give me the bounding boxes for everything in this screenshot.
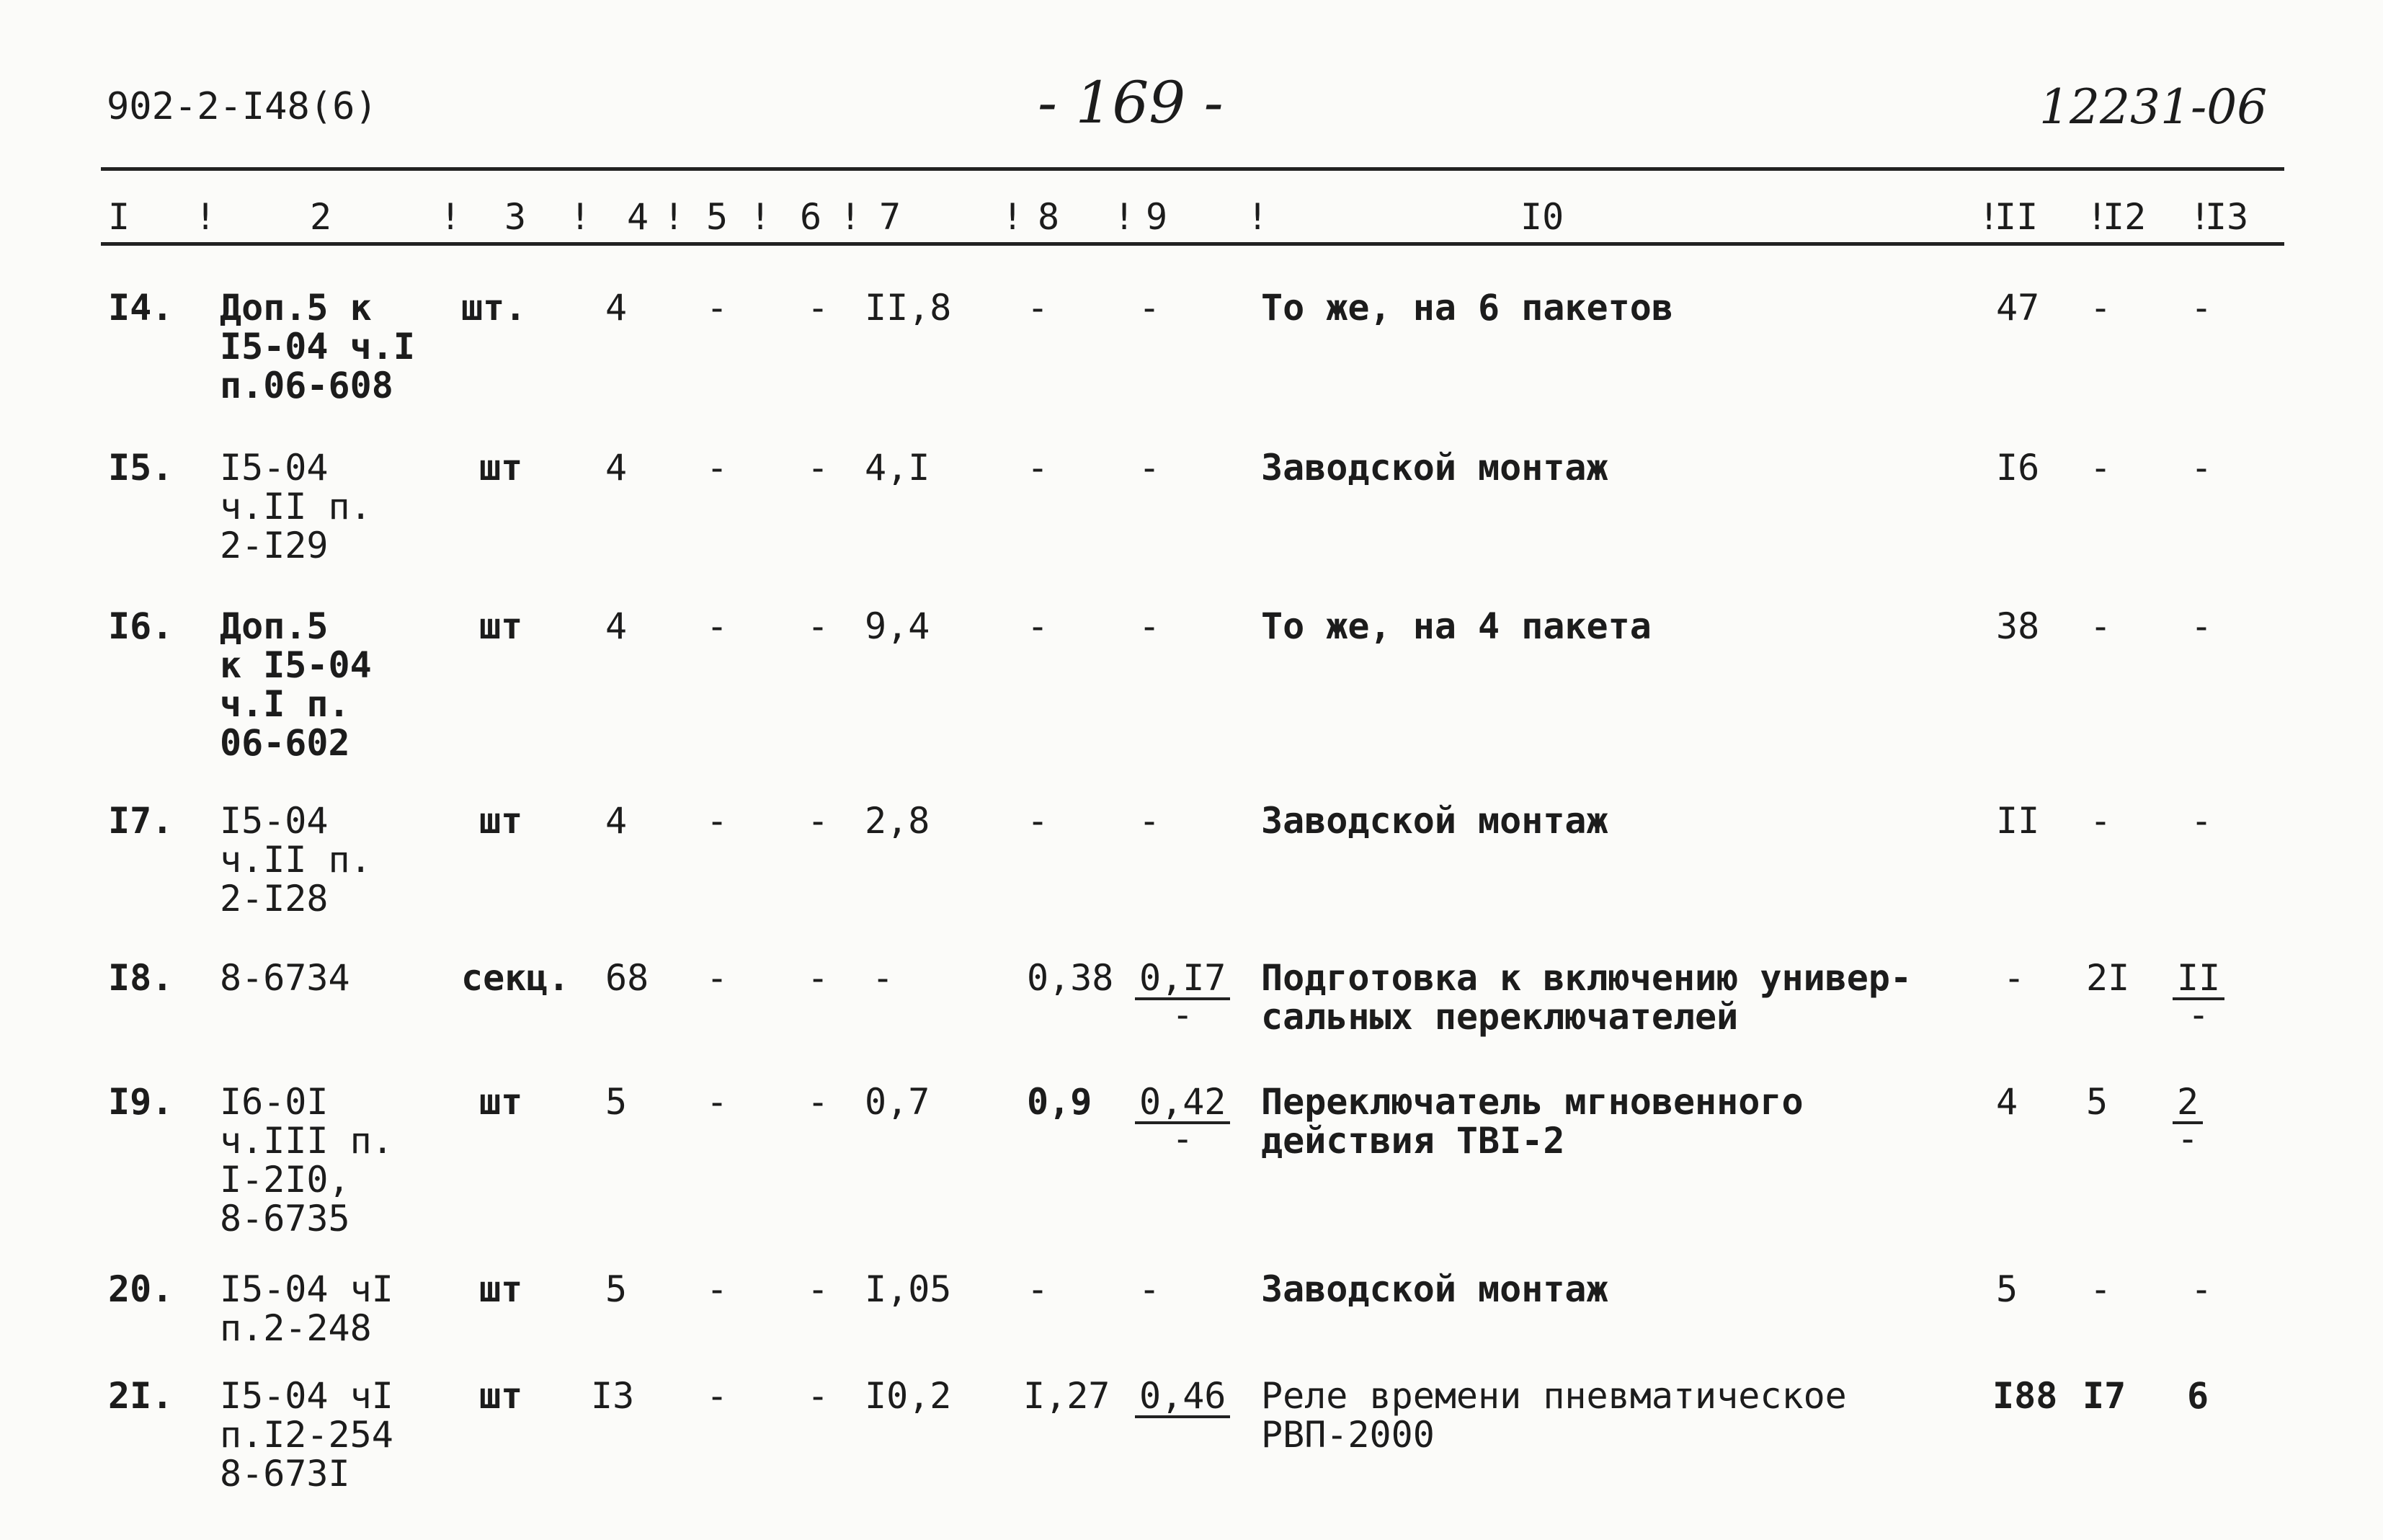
col13-value: - <box>2191 447 2213 489</box>
col7-value: 2,8 <box>865 800 930 842</box>
row-number: I5. <box>108 447 174 489</box>
col-separator: ! <box>440 196 462 238</box>
col-header-10: I0 <box>1520 196 1564 238</box>
unit: шт <box>479 447 523 489</box>
unit: шт <box>479 1268 523 1310</box>
col-header-6: 6 <box>800 196 822 238</box>
fraction-denominator: - <box>2188 994 2210 1036</box>
col12-value: - <box>2090 800 2112 842</box>
col7-value: 9,4 <box>865 605 930 647</box>
col6-value: - <box>807 287 829 329</box>
col9-value: - <box>1139 1268 1161 1310</box>
col7-value: 0,7 <box>865 1081 930 1123</box>
unit: шт. <box>461 287 527 329</box>
col9-value: - <box>1139 447 1161 489</box>
fraction-numerator: 2 <box>2173 1082 2203 1124</box>
col5-value: - <box>706 1081 729 1123</box>
page-number: - 169 - <box>1038 69 1224 136</box>
col8-value: - <box>1027 800 1049 842</box>
col12-value: - <box>2090 1268 2112 1310</box>
fraction-numerator: 0,42 <box>1135 1082 1230 1124</box>
description: Подготовка к включению универ- сальных переключателей <box>1261 957 1912 1038</box>
col12-value: 2I <box>2086 957 2130 999</box>
col9-value: - <box>1139 800 1161 842</box>
col-header-2: 2 <box>310 196 332 238</box>
col-header-12: I2 <box>2103 196 2147 238</box>
unit: секц. <box>461 957 570 999</box>
row-number: I7. <box>108 800 174 842</box>
fraction-numerator: II <box>2173 958 2224 1000</box>
col9-fraction <box>1135 957 1230 1036</box>
quantity: I3 <box>591 1375 635 1417</box>
col-header-4: 4 <box>627 196 649 238</box>
col7-value: 4,I <box>865 447 930 489</box>
col8-value: - <box>1027 447 1049 489</box>
col8-value: 0,38 <box>1027 957 1114 999</box>
col-header-11: II <box>1995 196 2039 238</box>
reference-code: I5-04 ч.II п. 2-I29 <box>220 447 372 566</box>
col11-value: I6 <box>1996 447 2040 489</box>
col13-fraction <box>2173 957 2224 1036</box>
unit: шт <box>479 800 523 842</box>
col5-value: - <box>706 447 729 489</box>
col8-value: - <box>1027 1268 1049 1310</box>
description: То же, на 6 пакетов <box>1261 287 1673 329</box>
fraction-denominator: - <box>1172 1118 1194 1160</box>
row-number: I8. <box>108 957 174 999</box>
col12-value: 5 <box>2086 1081 2108 1123</box>
col8-value: - <box>1027 605 1049 647</box>
col12-value: - <box>2090 447 2112 489</box>
col-header-5: 5 <box>706 196 729 238</box>
col12-value: I7 <box>2083 1375 2126 1417</box>
col13-value: - <box>2191 605 2213 647</box>
col-header-3: 3 <box>504 196 527 238</box>
unit: шт <box>479 1375 523 1417</box>
col5-value: - <box>706 800 729 842</box>
col8-value: I,27 <box>1023 1375 1110 1417</box>
unit: шт <box>479 1081 523 1123</box>
col13-value: - <box>2191 1268 2213 1310</box>
reference-code: Доп.5 к I5-04 ч.I п. 06-602 <box>220 605 372 764</box>
col-separator: ! <box>749 196 772 238</box>
row-number: 20. <box>108 1268 174 1310</box>
col12-value: - <box>2090 287 2112 329</box>
reference-code: I5-04 чI п.I2-254 8-673I <box>220 1375 393 1495</box>
col-header-7: 7 <box>879 196 901 238</box>
reference-code: 8-6734 <box>220 957 350 999</box>
description: Переключатель мгновенного действия ТВI-2 <box>1261 1081 1804 1162</box>
col13-value: - <box>2191 287 2213 329</box>
col6-value: - <box>807 957 829 999</box>
col7-value: II,8 <box>865 287 952 329</box>
col9-value: - <box>1139 287 1161 329</box>
quantity: 5 <box>605 1268 628 1310</box>
col11-value: 47 <box>1996 287 2040 329</box>
col6-value: - <box>807 605 829 647</box>
col5-value: - <box>706 957 729 999</box>
col5-value: - <box>706 287 729 329</box>
reference-code: I6-0I ч.III п. I-2I0, 8-6735 <box>220 1081 393 1239</box>
col9-fraction <box>1135 1376 1230 1418</box>
col7-value: I0,2 <box>865 1375 952 1417</box>
col11-value: 38 <box>1996 605 2040 647</box>
col12-value: - <box>2090 605 2112 647</box>
reference-code: Доп.5 к I5-04 ч.I п.06-608 <box>220 287 415 406</box>
col7-value: I,05 <box>865 1268 952 1310</box>
col8-value: - <box>1027 287 1049 329</box>
col6-value: - <box>807 800 829 842</box>
fraction-denominator: - <box>2177 1118 2199 1160</box>
col11-value: 5 <box>1996 1268 2018 1310</box>
top-rule <box>101 167 2284 171</box>
col13-value: - <box>2191 800 2213 842</box>
col-separator: ! <box>1113 196 1136 238</box>
unit: шт <box>479 605 523 647</box>
col9-fraction <box>1135 1081 1230 1160</box>
col5-value: - <box>706 605 729 647</box>
col9-value: - <box>1139 605 1161 647</box>
row-number: 2I. <box>108 1375 174 1417</box>
col-header-9: 9 <box>1146 196 1168 238</box>
quantity: 4 <box>605 800 628 842</box>
col11-value: - <box>2003 957 2026 999</box>
fraction-denominator: - <box>1172 994 1194 1036</box>
sheet-code: 12231-06 <box>2039 79 2268 135</box>
col6-value: - <box>807 1375 829 1417</box>
col-separator: ! <box>1978 196 2000 238</box>
col6-value: - <box>807 447 829 489</box>
col11-value: I88 <box>1992 1375 2058 1417</box>
quantity: 4 <box>605 447 628 489</box>
col13-fraction <box>2173 1081 2203 1160</box>
description: Заводской монтаж <box>1261 1268 1608 1310</box>
col6-value: - <box>807 1081 829 1123</box>
description: Реле времени пневматическое РВП-2000 <box>1261 1375 1847 1456</box>
col-header-8: 8 <box>1038 196 1060 238</box>
fraction-numerator: 0,I7 <box>1135 958 1230 1000</box>
description: То же, на 4 пакета <box>1261 605 1652 647</box>
col6-value: - <box>807 1268 829 1310</box>
col13-value: 6 <box>2187 1375 2209 1417</box>
col-separator: ! <box>2189 196 2211 238</box>
reference-code: I5-04 чI п.2-248 <box>220 1268 393 1349</box>
quantity: 4 <box>605 605 628 647</box>
col7-value: - <box>872 957 894 999</box>
col-separator: ! <box>195 196 217 238</box>
description: Заводской монтаж <box>1261 800 1608 842</box>
header-rule <box>101 242 2284 246</box>
col11-value: 4 <box>1996 1081 2018 1123</box>
reference-code: I5-04 ч.II п. 2-I28 <box>220 800 372 920</box>
col-header-13: I3 <box>2205 196 2249 238</box>
col5-value: - <box>706 1375 729 1417</box>
col-separator: ! <box>1247 196 1269 238</box>
row-number: I6. <box>108 605 174 647</box>
col-separator: ! <box>569 196 592 238</box>
quantity: 5 <box>605 1081 628 1123</box>
col-separator: ! <box>839 196 862 238</box>
row-number: I9. <box>108 1081 174 1123</box>
fraction-numerator: 0,46 <box>1135 1376 1230 1418</box>
quantity: 4 <box>605 287 628 329</box>
quantity: 68 <box>605 957 649 999</box>
col5-value: - <box>706 1268 729 1310</box>
col-separator: ! <box>2086 196 2108 238</box>
col11-value: II <box>1996 800 2040 842</box>
row-number: I4. <box>108 287 174 329</box>
col-separator: ! <box>1002 196 1024 238</box>
col-header-1: I <box>108 196 130 238</box>
description: Заводской монтаж <box>1261 447 1608 489</box>
col8-value: 0,9 <box>1027 1081 1092 1123</box>
col-separator: ! <box>663 196 685 238</box>
doc-code: 902-2-I48(6) <box>107 85 378 128</box>
